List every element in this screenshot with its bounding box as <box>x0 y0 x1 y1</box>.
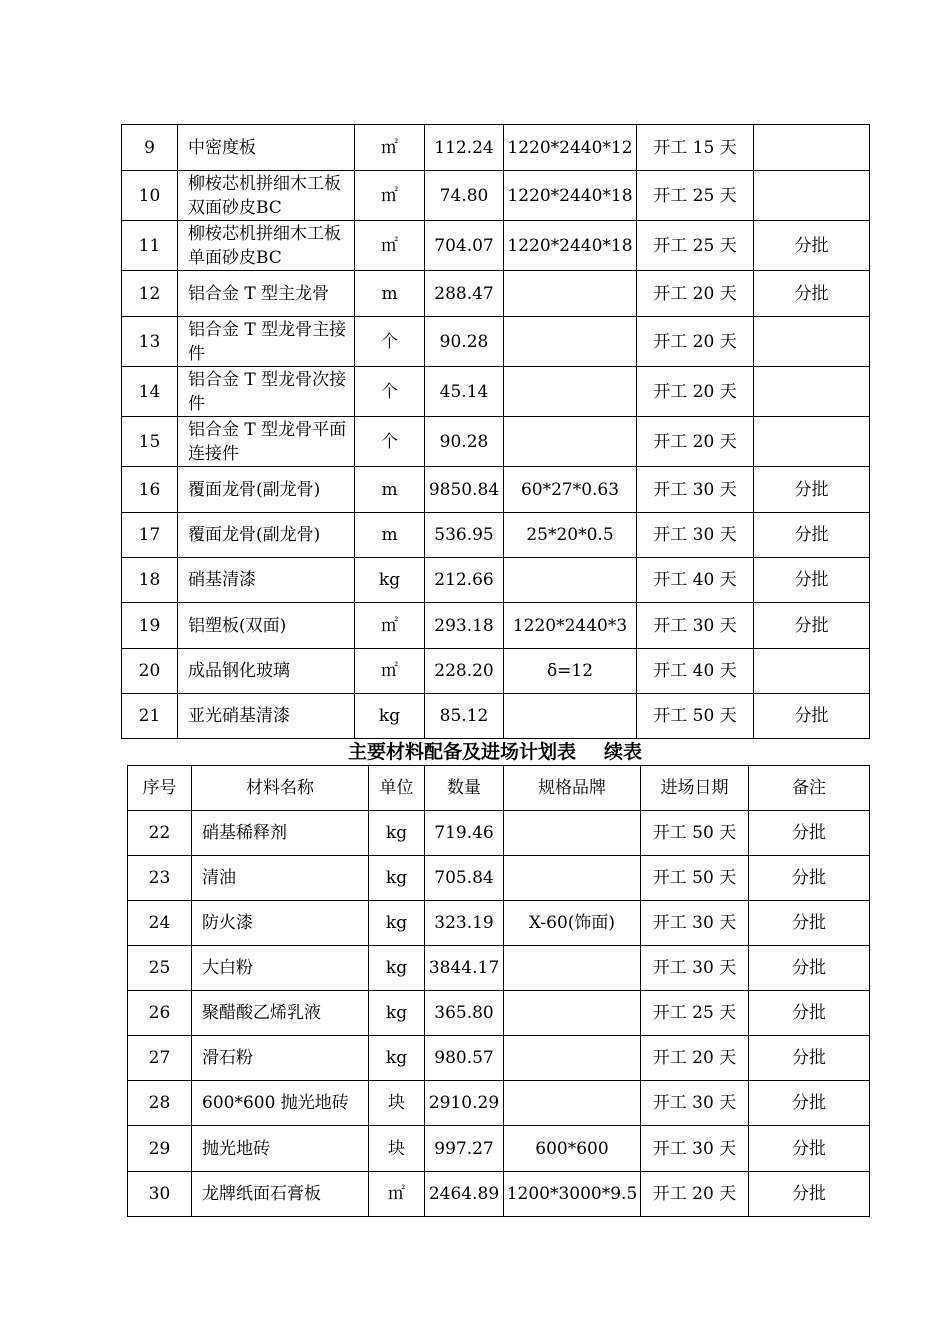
row-number-cell: 12 <box>122 271 178 317</box>
column-header: 数量 <box>425 766 504 811</box>
materials-table-part1 <box>121 124 870 739</box>
quantity-cell: 719.46 <box>425 811 504 856</box>
quantity-cell: 9850.84 <box>425 467 504 513</box>
entry-date-cell: 开工 30 天 <box>641 901 749 946</box>
unit-cell: m <box>355 271 425 317</box>
material-name-cell: 成品钢化玻璃 <box>178 649 355 694</box>
note-cell <box>754 317 870 367</box>
entry-date-cell: 开工 25 天 <box>637 171 754 221</box>
unit-cell: kg <box>369 991 425 1036</box>
spec-brand-cell <box>504 317 637 367</box>
row-number-cell: 21 <box>122 694 178 739</box>
material-name-cell: 覆面龙骨(副龙骨) <box>178 467 355 513</box>
material-name-cell: 覆面龙骨(副龙骨) <box>178 513 355 558</box>
row-number-cell: 19 <box>122 603 178 649</box>
spec-brand-cell: X-60(饰面) <box>504 901 641 946</box>
entry-date-cell: 开工 30 天 <box>637 603 754 649</box>
note-cell: 分批 <box>754 513 870 558</box>
entry-date-cell: 开工 20 天 <box>637 417 754 467</box>
table-row <box>128 946 870 991</box>
spec-brand-cell <box>504 811 641 856</box>
row-number-cell: 28 <box>128 1081 192 1126</box>
spec-brand-cell: 600*600 <box>504 1126 641 1172</box>
row-number-cell: 26 <box>128 991 192 1036</box>
spec-brand-cell <box>504 946 641 991</box>
spec-brand-cell: δ=12 <box>504 649 637 694</box>
unit-cell: 个 <box>355 317 425 367</box>
note-cell: 分批 <box>754 221 870 271</box>
note-cell <box>754 171 870 221</box>
table-row <box>122 417 870 467</box>
entry-date-cell: 开工 15 天 <box>637 125 754 171</box>
column-header: 材料名称 <box>192 766 369 811</box>
material-name-cell: 铝合金 T 型主龙骨 <box>178 271 355 317</box>
spec-brand-cell: 25*20*0.5 <box>504 513 637 558</box>
entry-date-cell: 开工 50 天 <box>637 694 754 739</box>
note-cell: 分批 <box>749 1081 870 1126</box>
entry-date-cell: 开工 30 天 <box>637 513 754 558</box>
note-cell: 分批 <box>749 856 870 901</box>
row-number-cell: 13 <box>122 317 178 367</box>
row-number-cell: 16 <box>122 467 178 513</box>
unit-cell: ㎡ <box>355 649 425 694</box>
material-name-cell: 抛光地砖 <box>192 1126 369 1172</box>
quantity-cell: 3844.17 <box>425 946 504 991</box>
unit-cell: ㎡ <box>355 603 425 649</box>
spec-brand-cell <box>504 1036 641 1081</box>
material-name-cell: 柳桉芯机拼细木工板双面砂皮BC <box>178 171 355 221</box>
unit-cell: kg <box>369 946 425 991</box>
material-name-cell: 大白粉 <box>192 946 369 991</box>
table-row <box>122 513 870 558</box>
column-header: 进场日期 <box>641 766 749 811</box>
entry-date-cell: 开工 20 天 <box>637 317 754 367</box>
quantity-cell: 2910.29 <box>425 1081 504 1126</box>
row-number-cell: 14 <box>122 367 178 417</box>
quantity-cell: 323.19 <box>425 901 504 946</box>
row-number-cell: 25 <box>128 946 192 991</box>
table-row <box>128 1036 870 1081</box>
entry-date-cell: 开工 30 天 <box>637 467 754 513</box>
row-number-cell: 23 <box>128 856 192 901</box>
row-number-cell: 20 <box>122 649 178 694</box>
quantity-cell: 293.18 <box>425 603 504 649</box>
spec-brand-cell: 1200*3000*9.5 <box>504 1172 641 1217</box>
quantity-cell: 288.47 <box>425 271 504 317</box>
unit-cell: ㎡ <box>355 171 425 221</box>
entry-date-cell: 开工 40 天 <box>637 558 754 603</box>
column-header: 单位 <box>369 766 425 811</box>
entry-date-cell: 开工 50 天 <box>641 856 749 901</box>
table-row <box>122 603 870 649</box>
row-number-cell: 30 <box>128 1172 192 1217</box>
quantity-cell: 2464.89 <box>425 1172 504 1217</box>
table-header-row <box>128 766 870 811</box>
row-number-cell: 15 <box>122 417 178 467</box>
entry-date-cell: 开工 20 天 <box>641 1036 749 1081</box>
quantity-cell: 997.27 <box>425 1126 504 1172</box>
quantity-cell: 704.07 <box>425 221 504 271</box>
row-number-cell: 27 <box>128 1036 192 1081</box>
spec-brand-cell: 60*27*0.63 <box>504 467 637 513</box>
material-name-cell: 600*600 抛光地砖 <box>192 1081 369 1126</box>
table-row <box>122 271 870 317</box>
note-cell: 分批 <box>749 811 870 856</box>
note-cell: 分批 <box>754 271 870 317</box>
note-cell: 分批 <box>749 1126 870 1172</box>
unit-cell: m <box>355 513 425 558</box>
table-row <box>122 367 870 417</box>
quantity-cell: 90.28 <box>425 417 504 467</box>
quantity-cell: 90.28 <box>425 317 504 367</box>
unit-cell: 块 <box>369 1126 425 1172</box>
entry-date-cell: 开工 40 天 <box>637 649 754 694</box>
material-name-cell: 铝合金 T 型龙骨平面连接件 <box>178 417 355 467</box>
table-row <box>128 1172 870 1217</box>
unit-cell: 块 <box>369 1081 425 1126</box>
row-number-cell: 24 <box>128 901 192 946</box>
quantity-cell: 365.80 <box>425 991 504 1036</box>
table-row <box>128 991 870 1036</box>
note-cell <box>754 367 870 417</box>
material-name-cell: 硝基清漆 <box>178 558 355 603</box>
table-title <box>121 740 869 764</box>
material-name-cell: 铝塑板(双面) <box>178 603 355 649</box>
material-name-cell: 铝合金 T 型龙骨次接件 <box>178 367 355 417</box>
spec-brand-cell <box>504 694 637 739</box>
entry-date-cell: 开工 30 天 <box>641 1081 749 1126</box>
row-number-cell: 17 <box>122 513 178 558</box>
table-row <box>122 467 870 513</box>
table-row <box>128 856 870 901</box>
quantity-cell: 536.95 <box>425 513 504 558</box>
entry-date-cell: 开工 30 天 <box>641 946 749 991</box>
spec-brand-cell: 1220*2440*3 <box>504 603 637 649</box>
table-row <box>128 901 870 946</box>
spec-brand-cell: 1220*2440*18 <box>504 221 637 271</box>
table-title-main: 主要材料配备及进场计划表 <box>347 741 576 763</box>
unit-cell: ㎡ <box>355 221 425 271</box>
unit-cell: 个 <box>355 417 425 467</box>
spec-brand-cell <box>504 271 637 317</box>
table-row <box>122 649 870 694</box>
note-cell: 分批 <box>749 991 870 1036</box>
table-row <box>128 1081 870 1126</box>
entry-date-cell: 开工 25 天 <box>637 221 754 271</box>
unit-cell: kg <box>369 901 425 946</box>
entry-date-cell: 开工 20 天 <box>637 271 754 317</box>
note-cell: 分批 <box>754 467 870 513</box>
note-cell: 分批 <box>754 558 870 603</box>
row-number-cell: 10 <box>122 171 178 221</box>
table-row <box>122 317 870 367</box>
quantity-cell: 45.14 <box>425 367 504 417</box>
quantity-cell: 705.84 <box>425 856 504 901</box>
materials-table-part2 <box>127 765 870 1217</box>
note-cell <box>754 125 870 171</box>
column-header: 序号 <box>128 766 192 811</box>
material-name-cell: 铝合金 T 型龙骨主接件 <box>178 317 355 367</box>
material-name-cell: 中密度板 <box>178 125 355 171</box>
table-row <box>122 558 870 603</box>
unit-cell: ㎡ <box>355 125 425 171</box>
unit-cell: kg <box>369 856 425 901</box>
material-name-cell: 防火漆 <box>192 901 369 946</box>
note-cell: 分批 <box>749 901 870 946</box>
material-name-cell: 聚醋酸乙烯乳液 <box>192 991 369 1036</box>
entry-date-cell: 开工 50 天 <box>641 811 749 856</box>
table-row <box>128 1126 870 1172</box>
material-name-cell: 柳桉芯机拼细木工板单面砂皮BC <box>178 221 355 271</box>
table-row <box>122 125 870 171</box>
entry-date-cell: 开工 25 天 <box>641 991 749 1036</box>
note-cell: 分批 <box>749 946 870 991</box>
unit-cell: ㎡ <box>369 1172 425 1217</box>
material-name-cell: 龙牌纸面石膏板 <box>192 1172 369 1217</box>
spec-brand-cell <box>504 417 637 467</box>
unit-cell: kg <box>355 558 425 603</box>
quantity-cell: 980.57 <box>425 1036 504 1081</box>
table-title-suffix: 续表 <box>604 741 643 763</box>
row-number-cell: 29 <box>128 1126 192 1172</box>
row-number-cell: 22 <box>128 811 192 856</box>
unit-cell: kg <box>355 694 425 739</box>
table-row <box>122 171 870 221</box>
note-cell: 分批 <box>749 1172 870 1217</box>
quantity-cell: 112.24 <box>425 125 504 171</box>
unit-cell: kg <box>369 1036 425 1081</box>
note-cell <box>754 649 870 694</box>
material-name-cell: 硝基稀释剂 <box>192 811 369 856</box>
quantity-cell: 212.66 <box>425 558 504 603</box>
note-cell: 分批 <box>754 694 870 739</box>
spec-brand-cell: 1220*2440*18 <box>504 171 637 221</box>
unit-cell: 个 <box>355 367 425 417</box>
material-name-cell: 滑石粉 <box>192 1036 369 1081</box>
note-cell: 分批 <box>749 1036 870 1081</box>
row-number-cell: 11 <box>122 221 178 271</box>
unit-cell: m <box>355 467 425 513</box>
spec-brand-cell: 1220*2440*12 <box>504 125 637 171</box>
row-number-cell: 9 <box>122 125 178 171</box>
spec-brand-cell <box>504 991 641 1036</box>
row-number-cell: 18 <box>122 558 178 603</box>
note-cell <box>754 417 870 467</box>
unit-cell: kg <box>369 811 425 856</box>
column-header: 规格品牌 <box>504 766 641 811</box>
spec-brand-cell <box>504 367 637 417</box>
quantity-cell: 228.20 <box>425 649 504 694</box>
material-name-cell: 亚光硝基清漆 <box>178 694 355 739</box>
table-row <box>122 221 870 271</box>
table-row <box>128 811 870 856</box>
quantity-cell: 74.80 <box>425 171 504 221</box>
entry-date-cell: 开工 20 天 <box>641 1172 749 1217</box>
spec-brand-cell <box>504 856 641 901</box>
material-name-cell: 清油 <box>192 856 369 901</box>
note-cell: 分批 <box>754 603 870 649</box>
spec-brand-cell <box>504 1081 641 1126</box>
table-row <box>122 694 870 739</box>
column-header: 备注 <box>749 766 870 811</box>
spec-brand-cell <box>504 558 637 603</box>
entry-date-cell: 开工 30 天 <box>641 1126 749 1172</box>
quantity-cell: 85.12 <box>425 694 504 739</box>
entry-date-cell: 开工 20 天 <box>637 367 754 417</box>
